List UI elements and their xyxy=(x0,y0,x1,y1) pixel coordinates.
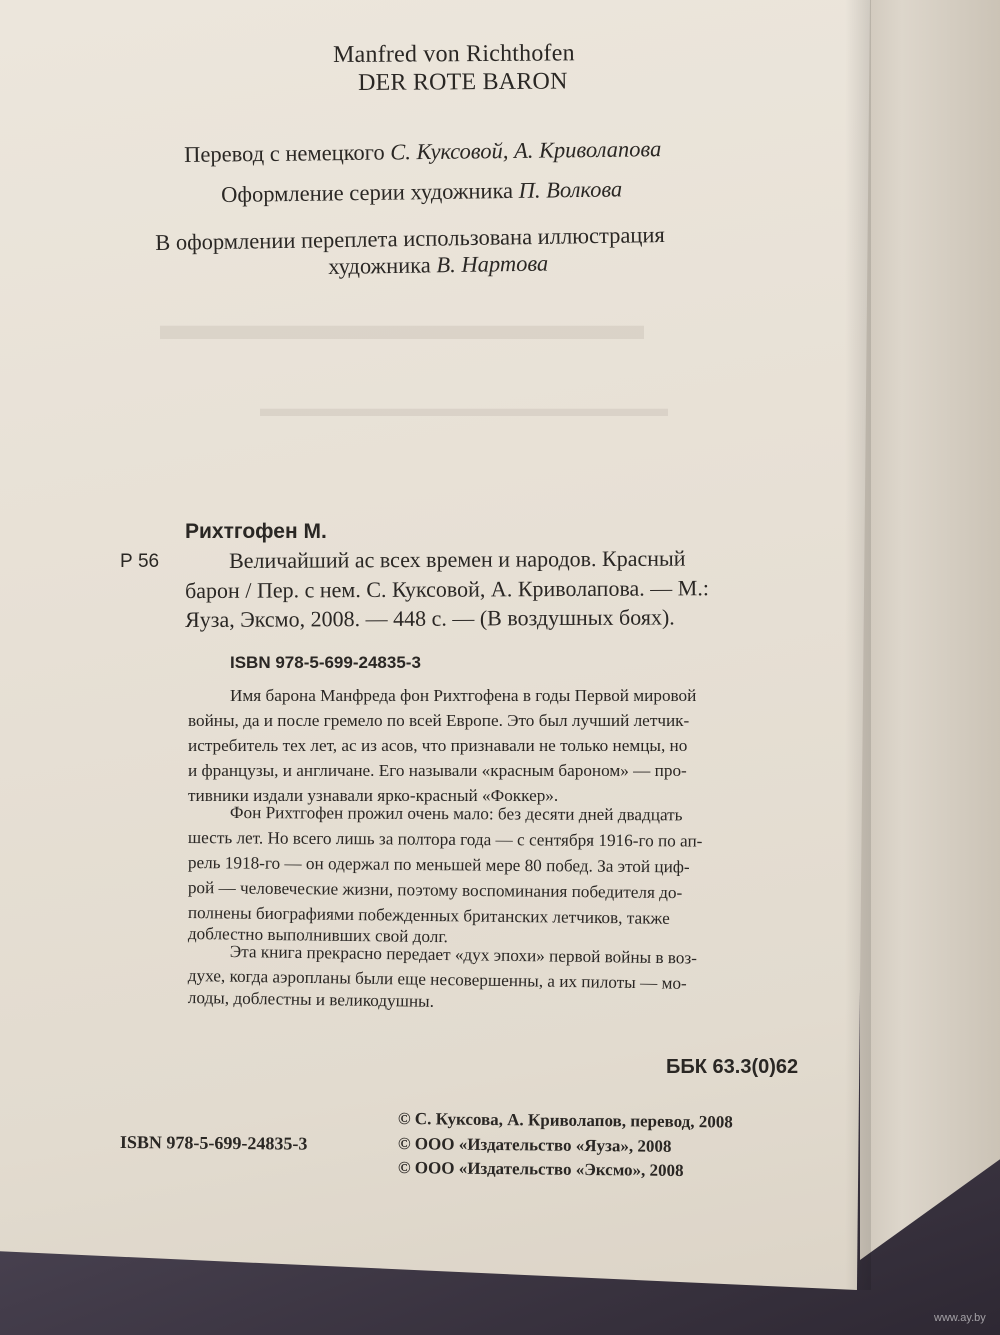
copyright-line: © С. Куксова, А. Криволапов, перевод, 2008 xyxy=(397,1109,733,1132)
biblio-line-1: Величайший ас всех времен и народов. Красный xyxy=(229,545,686,573)
bottom-isbn: ISBN 978-5-699-24835-3 xyxy=(119,1132,308,1154)
abstract-line: войны, да и после гремело по всей Европе. Это был лучший летчик- xyxy=(188,711,690,730)
catalog-code: Р 56 xyxy=(120,551,160,572)
abstract-line: Эта книга прекрасно передает «дух эпохи» первой войны в воз- xyxy=(229,942,698,968)
cover-illustrator-name: В. Нартова xyxy=(436,250,549,278)
series-design-label: Оформление серии художника xyxy=(221,177,519,207)
site-watermark: www.ay.by xyxy=(934,1312,986,1324)
facing-page xyxy=(860,0,1000,1260)
abstract-line: шесть лет. Но всего лишь за полтора года — с сентября 1916-го по ап- xyxy=(187,828,703,851)
cover-illustration-credit xyxy=(328,251,548,280)
biblio-line-2: барон / Пер. с нем. С. Куксовой, А. Криволапова. — М.: xyxy=(185,575,709,603)
cover-illustration-line: В оформлении переплета использована иллюстрация xyxy=(155,221,665,255)
abstract-line: рель 1918-го — он одержал по меньшей мере 80 побед. За этой циф- xyxy=(187,853,690,877)
abstract-line: лоды, доблестны и великодушны. xyxy=(187,988,435,1011)
page-edge-shadow xyxy=(845,0,871,1290)
catalog-isbn: ISBN 978-5-699-24835-3 xyxy=(230,653,421,672)
bbk-code: ББК 63.3(0)62 xyxy=(666,1056,799,1078)
abstract-line: истребитель тех лет, ас из асов, что признавали не только немцы, но xyxy=(188,736,688,755)
abstract-line: полнены биографиями побежденных британских летчиков, также xyxy=(187,903,670,928)
show-through-shadow: ▬▬▬▬▬▬▬▬▬▬▬ xyxy=(160,300,644,349)
translator-names: С. Куксовой, А. Криволапова xyxy=(390,136,662,165)
abstract-line: и французы, и англичане. Его называли «красным бароном» — про- xyxy=(188,761,687,780)
catalog-author: Рихтгофен М. xyxy=(185,520,327,543)
abstract-line: Имя барона Манфреда фон Рихтгофена в годы Первой мировой xyxy=(230,686,697,705)
english-title: DER ROTE BARON xyxy=(358,68,568,96)
copyright-line: © ООО «Издательство «Эксмо», 2008 xyxy=(397,1158,684,1180)
biblio-line-3: Яуза, Эксмо, 2008. — 448 с. — (В воздушных боях). xyxy=(185,604,675,632)
abstract-line: рой — человеческие жизни, поэтому воспоминания победителя до- xyxy=(187,878,683,903)
abstract-line: духе, когда аэропланы были еще несовершенны, а их пилоты — мо- xyxy=(187,966,687,993)
cover-illustration-label: художника xyxy=(328,252,437,279)
abstract-line: доблестно выполнивших свой долг. xyxy=(187,924,448,947)
abstract-line: тивники издали узнавали ярко-красный «Фоккер». xyxy=(188,786,559,805)
english-author: Manfred von Richthofen xyxy=(333,40,575,68)
series-designer-name: П. Волкова xyxy=(518,176,623,203)
abstract-line: Фон Рихтгофен прожил очень мало: без десяти дней двадцать xyxy=(229,803,683,825)
copyright-line: © ООО «Издательство «Яуза», 2008 xyxy=(397,1134,672,1156)
show-through-shadow: ▬▬▬▬▬▬▬▬▬▬▬▬▬▬▬▬▬ xyxy=(260,395,668,422)
translation-label: Перевод с немецкого xyxy=(184,139,391,167)
